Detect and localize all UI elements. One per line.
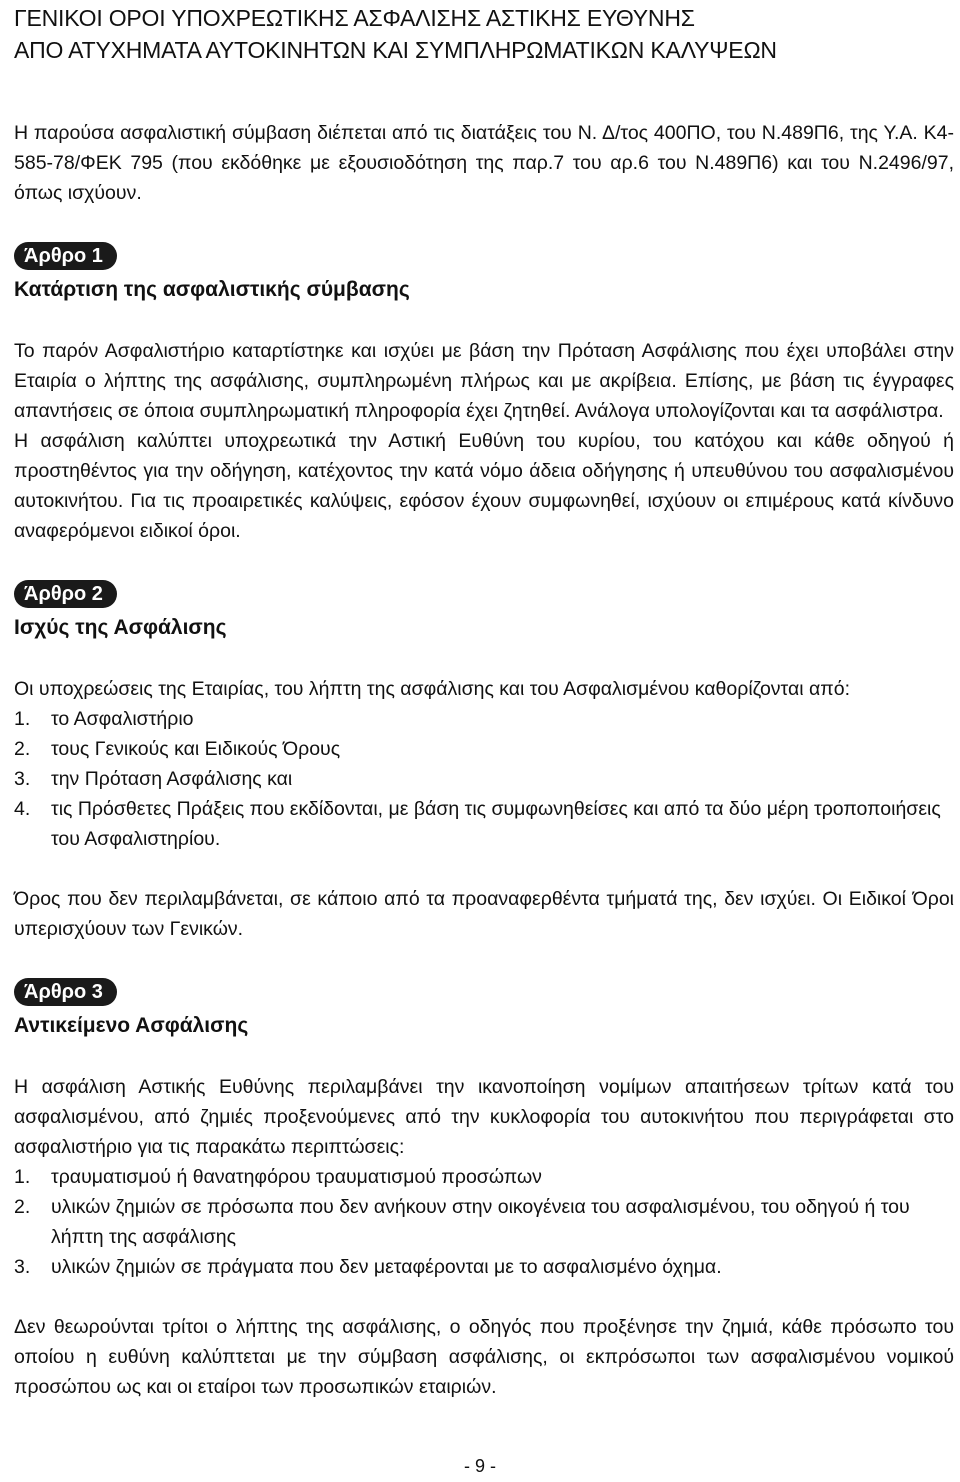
list-item: 2. τους Γενικούς και Ειδικούς Όρους [14,738,341,760]
list-item: 4. τις Πρόσθετες Πράξεις που εκδίδονται, με βάση τις συμφωνηθείσες και από τα δύο μέρη τροποποιήσεις του Ασφαλιστηρίου. [14,798,941,850]
article-badge: Άρθρο 1 [14,242,117,270]
article-3 [14,978,954,1402]
title-line-1: ΓΕΝΙΚΟΙ ΟΡΟΙ ΥΠΟΧΡΕΩΤΙΚΗΣ ΑΣΦΑΛΙΣΗΣ ΑΣΤΙΚΗΣ ΕΥΘΥΝΗΣ [14,5,695,31]
document-title [14,0,954,66]
article-heading: Ισχύς της Ασφάλισης [14,616,227,639]
article-1 [14,242,954,546]
article-list [14,1162,954,1282]
article-paragraph: Όρος που δεν περιλαμβάνεται, σε κάποιο από τα προαναφερθέντα τμήματά της, δεν ισχύει. Οι Ειδικοί Όροι υπερισχύουν των Γενικών. [14,888,954,940]
list-item: 3. υλικών ζημιών σε πράγματα που δεν μεταφέρονται με το ασφαλισμένο όχημα. [14,1256,722,1278]
article-2 [14,580,954,944]
list-item: 1. τραυματισμού ή θανατηφόρου τραυματισμού προσώπων [14,1166,542,1188]
article-heading: Κατάρτιση της ασφαλιστικής σύμβασης [14,278,410,301]
article-paragraph: Η ασφάλιση Αστικής Ευθύνης περιλαμβάνει την ικανοποίηση νομίμων απαιτήσεων τρίτων κατά του ασφαλισμένου, από ζημιές προξενούμενες από την κυκλοφορία του αυτοκινήτου που περιγράφεται στο ασφαλιστήριο για τις παρακάτω περιπτώσεις: [14,1076,954,1158]
page-number: - 9 - [463,1456,496,1476]
article-paragraph: Η ασφάλιση καλύπτει υποχρεωτικά την Αστική Ευθύνη του κυρίου, του κατόχου και κάθε οδηγού ή προστηθέντος για την οδήγηση, κατέχοντος την κατά νόμο άδεια οδήγησης ή υπευθύνου του ασφαλισμένου αυτοκινήτου. Για τις προαιρετικές καλύψεις, εφόσον έχουν συμφωνηθεί, ισχύουν οι επιμέρους κατά κίνδυνο αναφερόμενοι ειδικοί όροι. [14,430,954,542]
article-heading: Αντικείμενο Ασφάλισης [14,1014,249,1037]
title-line-2: ΑΠΟ ΑΤΥΧΗΜΑΤΑ ΑΥΤΟΚΙΝΗΤΩΝ ΚΑΙ ΣΥΜΠΛΗΡΩΜΑΤΙΚΩΝ ΚΑΛΥΨΕΩΝ [14,37,777,63]
intro-paragraph: Η παρούσα ασφαλιστική σύμβαση διέπεται από τις διατάξεις του Ν. Δ/τος 400ΠΟ, του Ν.489Π6, της Υ.Α. Κ4-585-78/ΦΕΚ 795 (που εκδόθηκε με εξουσιοδότηση της παρ.7 του αρ.6 του Ν.489Π6) και του Ν.2496/97, όπως ισχύουν. [14,122,954,204]
document-page [14,0,954,1402]
article-paragraph: Το παρόν Ασφαλιστήριο καταρτίστηκε και ισχύει με βάση την Πρόταση Ασφάλισης που έχει υποβάλει στην Εταιρία ο λήπτης της ασφάλισης, συμπληρωμένη πλήρως και με ακρίβεια. Επίσης, με βάση τις έγγραφες απαντήσεις σε όποια συμπληρωματική πληροφορία έχει ζητηθεί. Ανάλογα υπολογίζονται και τα ασφάλιστρα. [14,340,954,422]
list-item: 3. την Πρόταση Ασφάλισης και [14,768,293,790]
article-badge: Άρθρο 3 [14,978,117,1006]
article-badge: Άρθρο 2 [14,580,117,608]
list-item: 1. το Ασφαλιστήριο [14,708,194,730]
article-paragraph: Δεν θεωρούνται τρίτοι ο λήπτης της ασφάλισης, ο οδηγός που προξένησε την ζημιά, κάθε πρόσωπο του οποίου η ευθύνη καλύπτεται με την σύμβαση ασφάλισης, οι εκπρόσωποι των ασφαλισμένου νομικού προσώπου ως και οι εταίροι των προσωπικών εταιριών. [14,1316,954,1398]
article-list [14,704,954,854]
list-item: 2. υλικών ζημιών σε πρόσωπα που δεν ανήκουν στην οικογένεια του ασφαλισμένου, του οδηγού ή του λήπτη της ασφάλισης [14,1196,910,1248]
article-paragraph: Οι υποχρεώσεις της Εταιρίας, του λήπτη της ασφάλισης και του Ασφαλισμένου καθορίζονται από: [14,678,850,700]
